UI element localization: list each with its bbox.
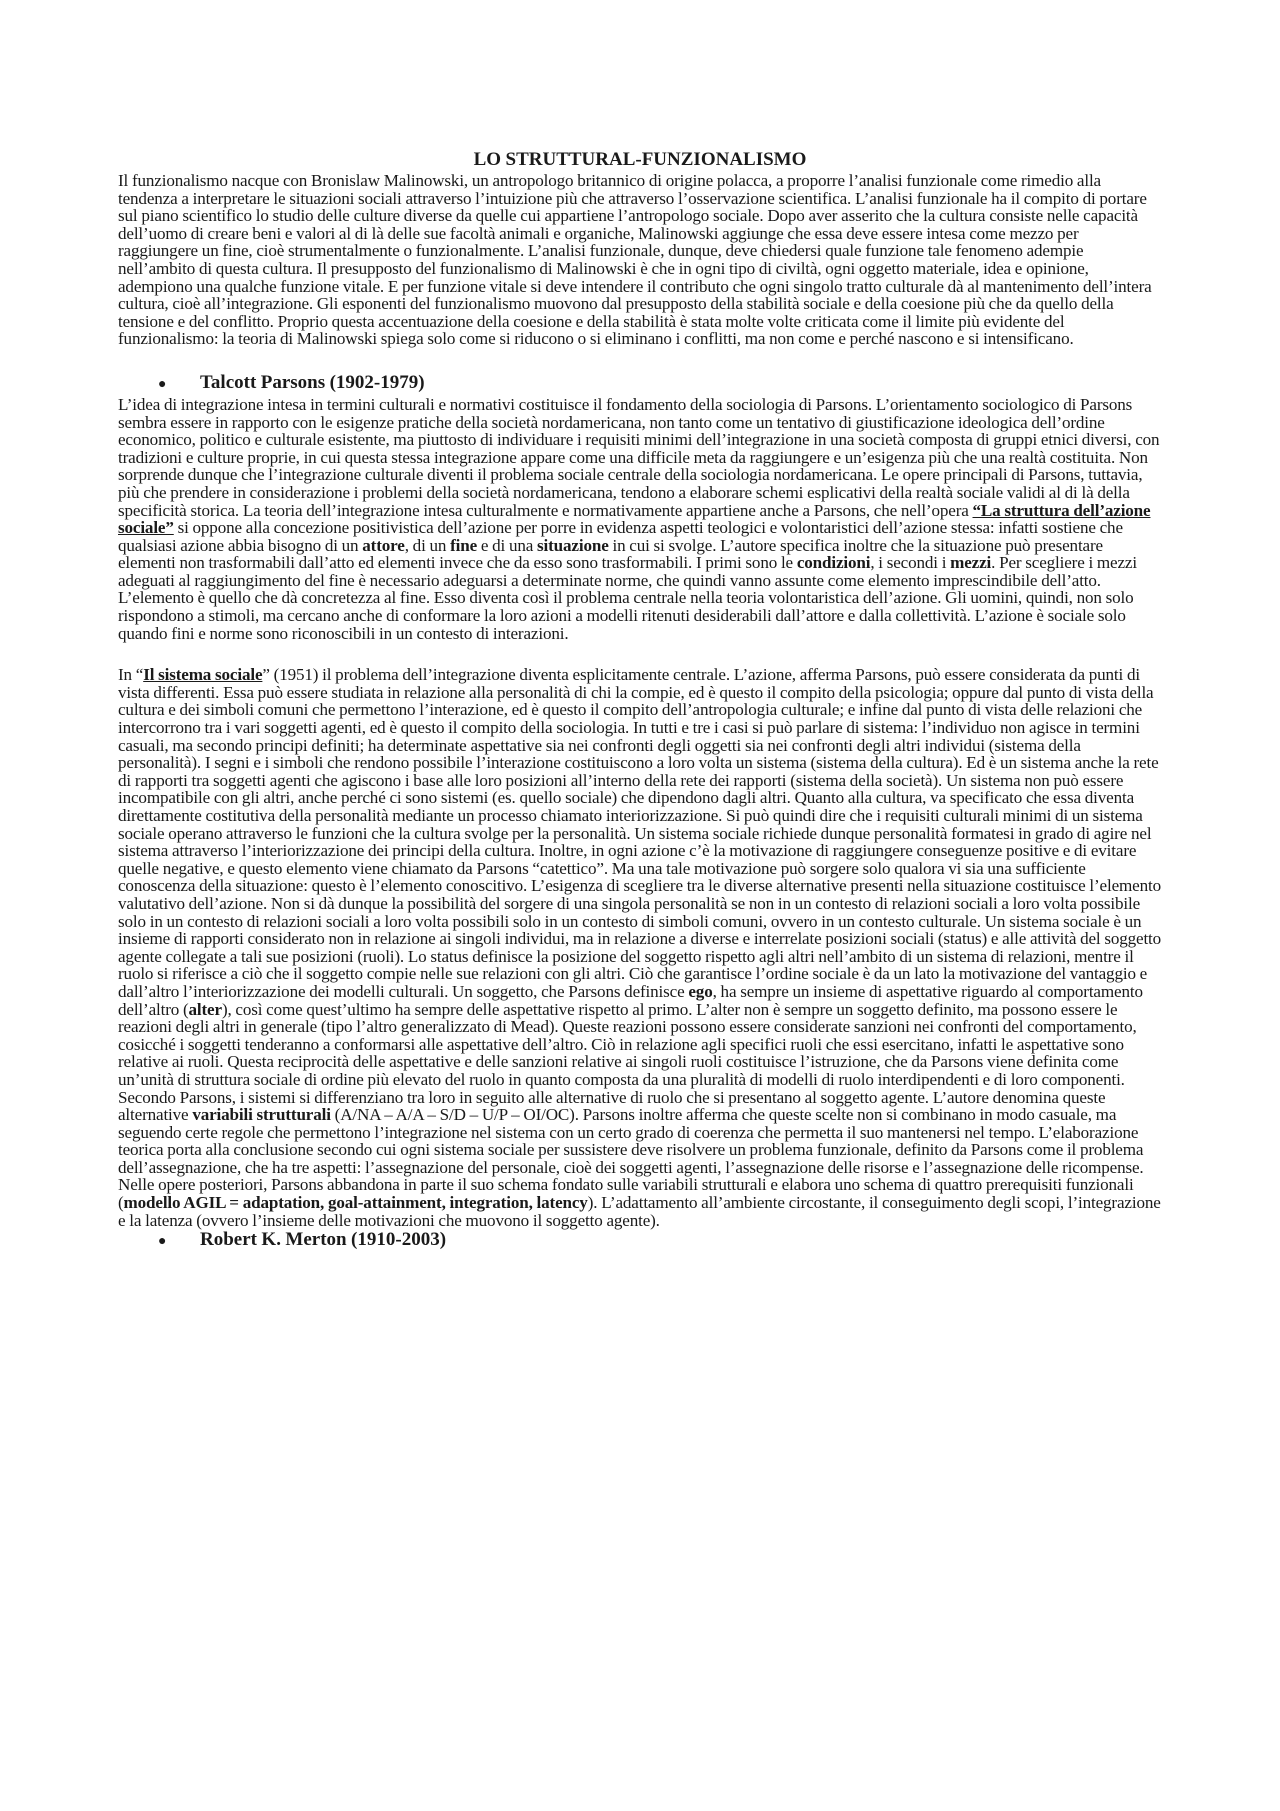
term-agil: modello AGIL = adaptation, goal-attainment, integration, latency — [123, 1193, 588, 1213]
term-variabili-strutturali: variabili strutturali — [192, 1105, 331, 1125]
spacer — [118, 348, 1162, 372]
work-title-sistema-sociale: Il sistema sociale — [143, 665, 263, 685]
term-situazione: situazione — [537, 535, 609, 555]
bullet-icon: ● — [158, 1234, 167, 1250]
term-ego: ego — [688, 981, 713, 1001]
bullet-icon: ● — [158, 376, 167, 392]
term-alter: alter — [188, 999, 222, 1019]
parsons-heading-text: Talcott Parsons (1902-1979) — [200, 371, 425, 393]
merton-heading — [118, 1229, 1162, 1252]
work-title-struttura: “La struttura dell’azione sociale” — [118, 500, 1151, 538]
document-title: LO STRUTTURAL-FUNZIONALISMO — [473, 149, 807, 170]
parsons-heading — [118, 372, 1162, 395]
intro-paragraph: Il funzionalismo nacque con Bronislaw Malinowski, un antropologo britannico di origine polacca, a proporre l’analisi funzionale come rimedio alla tendenza a interpretare le situazioni sociali attraverso l’intuizione più che attraverso l’osservazione scientifica. L’analisi funzionale ha il compito di portare sul piano scientifico lo studio delle culture diverse da quelle cui appartiene l’antropologo sociale. Dopo aver asserito che la cultura consiste nelle capacità dell’uomo di creare beni e valori al di là delle sue facoltà animali e organiche, Malinowski aggiunge che essa deve essere intesa come mezzo per raggiungere un fine, cioè strumentalmente o funzionalmente. L’analisi funzionale, dunque, deve chiedersi quale funzione tale fenomeno adempie nell’ambito di questa cultura. Il presupposto del funzionalismo di Malinowski è che in ogni tipo di civiltà, ogni oggetto materiale, idea e opinione, adempiono una qualche funzione vitale. E per funzione vitale si deve intendere il contributo che ogni singolo tratto culturale dà al mantenimento dell’intera cultura, cioè all’integrazione. Gli esponenti del funzionalismo muovono dal presupposto della stabilità sociale e della coesione più che da quello della tensione e del conflitto. Proprio questa accentuazione della coesione e della stabilità è stata molte volte criticata come il limite più evidente del funzionalismo: la teoria di Malinowski spiega solo come si riducono o si eliminano i conflitti, ma non come e perché nascono e si intensificano. — [118, 171, 1152, 349]
merton-heading-text: Robert K. Merton (1910-2003) — [200, 1229, 447, 1251]
parsons-paragraph-1: L’idea di integrazione intesa in termini culturali e normativi costituisce il fondamento della sociologia di Parsons. L’orientamento sociologico di Parsons sembra essere in rapporto con le esigenze pratiche della società nordamericana, non tanto come un tentativo di giustificazione ideologica dell’ordine economico, politico e culturale esistente, ma piuttosto di individuare i requisiti minimi dell’integrazione in una società composta di gruppi etnici diversi, con tradizioni e culture proprie, in cui questa stessa integrazione appare come una difficile meta da raggiungere e un’esigenza più che una realtà costituita. Non sorprende dunque che l’integrazione culturale diventi il problema sociale centrale della sociologia nordamericana. Le opere principali di Parsons, tuttavia, più che prendere in considerazione i problemi della società nordamericana, tendono a elaborare schemi esplicativi della realtà sociale validi al di là della specificità storica. La teoria dell’integrazione intesa culturalmente e normativamente appartiene anche a Parsons, che nell’opera “La struttura dell’azione sociale” si oppone alla concezione positivistica dell’azione per porre in evidenza aspetti teologici e volontaristici dell’azione stessa: infatti sostiene che qualsiasi azione abbia bisogno di un attore, di un fine e di una situazione in cui si svolge. L’autore specifica inoltre che la situazione può presentare elementi non trasformabili dall’atto ed elementi invece che da esso sono trasformabili. I primi sono le condizioni, i secondi i mezzi. Per scegliere i mezzi adeguati al raggiungimento del fine è necessario adeguarsi a determinate norme, che quindi vanno assunte come elemento imprescindibile dell’atto. L’elemento è quello che dà concretezza al fine. Esso diventa così il problema centrale nella teoria volontaristica dell’azione. Gli uomini, quindi, non solo rispondono a stimoli, ma cercano anche di conformare la loro azioni a modelli ritenuti desiderabili dall’attore e dalla collettività. L’azione è sociale solo quando fini e norme sono riconoscibili in un contesto di interazioni. — [118, 394, 1160, 643]
term-attore: attore — [362, 535, 405, 555]
term-fine: fine — [450, 535, 478, 555]
document-page — [118, 150, 1162, 1253]
spacer — [118, 642, 1162, 666]
parsons-paragraph-2: In “Il sistema sociale” (1951) il problema dell’integrazione diventa esplicitamente centrale. L’azione, afferma Parsons, può essere considerata da punti di vista differenti. Essa può essere studiata in relazione alla personalità di chi la compie, ed è questo il compito della psicologia; oppure dal punto di vista della cultura e dei simboli comuni che permettono l’interazione, ed è questo il compito dell’antropologia culturale; e infine dal punto di vista delle relazioni che intercorrono tra i vari soggetti agenti, ed è questo il compito della sociologia. In tutti e tre i casi si può parlare di sistema: l’individuo non agisce in termini casuali, ma secondo principi definiti; ha determinate aspettative sia nei confronti degli oggetti sia nei confronti degli altri individui (sistema della personalità). I segni e i simboli che rendono possibile l’interazione costituiscono a loro volta un sistema (sistema della cultura). Ed è un sistema anche la rete di rapporti tra soggetti agenti che agiscono i base alle loro posizioni all’interno della rete dei rapporti (sistema della società). Un sistema non può essere incompatibile con gli altri, anche perché ci sono sistemi (es. quello sociale) che dipendono dagli altri. Quanto alla cultura, va specificato che essa diventa direttamente costitutiva della personalità mediante un processo chiamato interiorizzazione. Si può quindi dire che i requisiti culturali minimi di un sistema sociale operano attraverso le funzioni che la cultura svolge per la personalità. Un sistema sociale richiede dunque personalità formatesi in grado di agire nel sistema attraverso l’interiorizzazione dei principi della cultura. Inoltre, in ogni azione c’è la motivazione di raggiungere conseguenze positive e di evitare quelle negative, e questo elemento viene chiamato da Parsons “catettico”. Ma una tale motivazione può sorgere solo qualora vi sia una sufficiente conoscenza della situazione: questo è l’elemento conoscitivo. L’esigenza di scegliere tra le diverse alternative presenti nella situazione costituisce l’elemento valutativo dell’azione. Non si dà dunque la possibilità del sorgere di una singola personalità se non in un contesto di relazioni sociali a loro volta possibile solo in un contesto di relazioni sociali a loro volta possibili solo in un contesto di simboli comuni, ovvero in un contesto culturale. Un sistema sociale è un insieme di rapporti considerato non in relazione ai singoli individui, ma in relazione a diverse e interrelate posizioni sociali (status) e alle attività del soggetto agente collegate a tali sue posizioni (ruoli). Lo status definisce la posizione del soggetto rispetto agli altri nell’ambito di un sistema di relazioni, mentre il ruolo si riferisce a ciò che il soggetto compie nelle sue relazioni con gli altri. Ciò che garantisce l’ordine sociale è da un lato la motivazione del vantaggio e dall’altro l’interiorizzazione dei modelli culturali. Un soggetto, che Parsons definisce ego, ha sempre un insieme di aspettative riguardo al comportamento dell’altro (alter), così come quest’ultimo ha sempre delle aspettative rispetto al primo. L’alter non è sempre un soggetto definito, ma possono essere le reazioni degli altri in generale (tipo l’altro generalizzato di Mead). Queste reazioni possono essere considerate sanzioni nei confronti del comportamento, cosicché i soggetti tenderanno a conformarsi alle aspettative dell’altro. Ciò in relazione agli specifici ruoli che essi esercitano, infatti le aspettative sono relative ai ruoli. Questa reciprocità delle aspettative e delle sanzioni relative ai singoli ruoli costituisce l’istruzione, che da Parsons viene definita come un’unità di struttura sociale di ordine più elevato del ruolo in quanto composta da una pluralità di modelli di ruolo interdipendenti e di loro componenti. Secondo Parsons, i sistemi si differenziano tra loro in seguito alle alternative di ruolo che si presentano al soggetto agente. L’autore denomina queste alternative variabili strutturali (A/NA – A/A – S/D – U/P – OI/OC). Parsons inoltre afferma che queste scelte non si combinano in modo casuale, ma seguendo certe regole che permettono l’integrazione nel sistema con un certo grado di coerenza che permetta il suo mantenersi nel tempo. L’elaborazione teorica porta alla conclusione secondo cui ogni sistema sociale per sussistere deve risolvere un problema funzionale, definito da Parsons come il problema dell’assegnazione, che ha tre aspetti: l’assegnazione del personale, cioè dei soggetti agenti, l’assegnazione delle risorse e l’assegnazione delle ricompense. Nelle opere posteriori, Parsons abbandona in parte il suo schema fondato sulle variabili strutturali e elabora uno schema di quattro prerequisiti funzionali (modello AGIL = adaptation, goal-attainment, integration, latency). L’adattamento all’ambiente circostante, il conseguimento degli scopi, l’integrazione e la latenza (ovvero l’insieme delle motivazioni che muovono il soggetto agente). — [118, 665, 1162, 1230]
term-mezzi: mezzi — [950, 553, 992, 573]
term-condizioni: condizioni — [796, 553, 871, 573]
